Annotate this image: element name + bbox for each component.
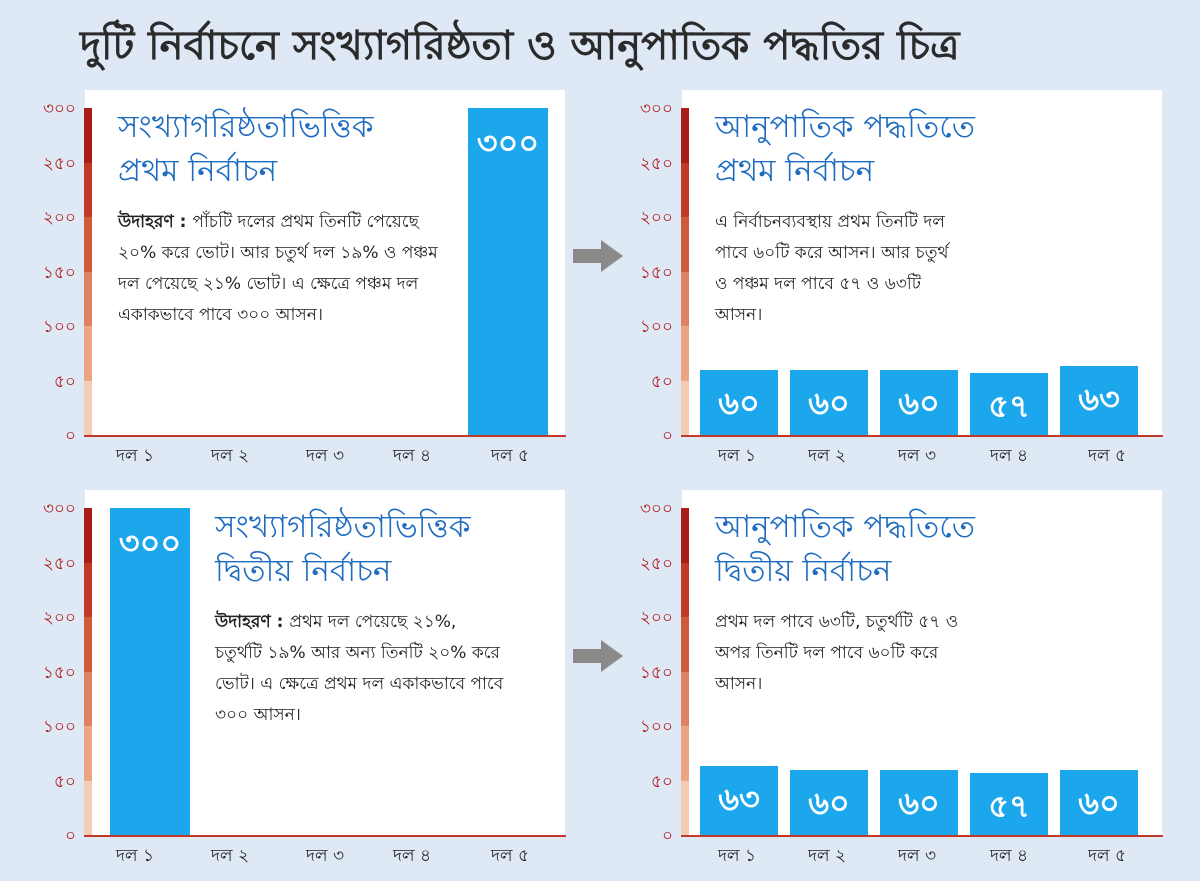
x-tick-label: দল ৩ xyxy=(897,446,937,466)
bar-value-label: ৬০ xyxy=(808,383,850,422)
description-text: প্রথম দল পেয়েছে ২১%, চতুর্থটি ১৯% আর অন্য তিনটি ২০% করে ভোট। এ ক্ষেত্রে প্রথম দল একাকভাবে পাবে ৩০০ আসন। xyxy=(215,612,504,725)
x-axis-line xyxy=(681,835,1163,837)
y-axis-scale-segment xyxy=(84,272,92,327)
page-title: দুটি নির্বাচনে সংখ্যাগরিষ্ঠতা ও আনুপাতিক পদ্ধতির চিত্র xyxy=(80,23,960,69)
y-tick-label: ১০০ xyxy=(42,317,76,337)
x-tick-label: দল ২ xyxy=(807,446,847,466)
x-tick-label: দল ৩ xyxy=(305,846,345,866)
y-tick-label: ৫০ xyxy=(650,771,673,792)
y-tick-label: ১৫০ xyxy=(42,262,76,283)
y-axis-scale-segment xyxy=(681,617,689,672)
x-tick-label: দল ৪ xyxy=(392,846,432,866)
y-axis-scale-segment xyxy=(84,781,92,836)
y-tick-label: ৫০ xyxy=(53,771,76,792)
y-axis-scale-segment xyxy=(681,508,689,563)
y-tick-label: ২৫০ xyxy=(639,553,673,574)
y-axis-scale-segment xyxy=(84,163,92,218)
right-arrow-icon xyxy=(573,240,623,272)
bar-value-label: ৬৩ xyxy=(1078,380,1120,419)
x-tick-label: দল ১ xyxy=(115,446,155,466)
chart-title-line: দ্বিতীয় নির্বাচন xyxy=(215,553,392,589)
y-axis-scale-segment xyxy=(681,563,689,618)
y-tick-label: ২০০ xyxy=(42,208,76,228)
chart-title-line: প্রথম নির্বাচন xyxy=(715,153,875,189)
bar-value-label: ৫৭ xyxy=(988,786,1030,825)
right-arrow-icon xyxy=(573,640,623,672)
bar-value-label: ৫৭ xyxy=(988,386,1030,425)
x-tick-label: দল ১ xyxy=(115,846,155,866)
y-tick-label: ২৫০ xyxy=(42,553,76,574)
bar-value-label: ৬০ xyxy=(808,783,850,822)
chart-title-line: প্রথম নির্বাচন xyxy=(118,153,278,189)
description-text: পাঁচটি দলের প্রথম তিনটি পেয়েছে ২০% করে ভোট। আর চতুর্থ দল ১৯% ও পঞ্চম দল পেয়েছে ২১% ভোট। এ ক্ষেত্রে পঞ্চম দল একাকভাবে পাবে ৩০০ আসন। xyxy=(118,212,438,325)
chart-title-line: দ্বিতীয় নির্বাচন xyxy=(715,553,892,589)
y-axis-scale-segment xyxy=(84,563,92,618)
chart-title-line: আনুপাতিক পদ্ধতিতে xyxy=(715,109,975,145)
y-tick-label: ০ xyxy=(661,826,673,846)
bar-value-label: ৬০ xyxy=(718,383,760,422)
bar-value-label: ৬০ xyxy=(1078,783,1120,822)
x-tick-label: দল ৪ xyxy=(392,446,432,466)
chart-description xyxy=(715,607,965,700)
y-axis-scale-segment xyxy=(681,217,689,272)
y-tick-label: ১০০ xyxy=(639,717,673,737)
y-axis-scale-segment xyxy=(84,508,92,563)
y-axis-scale-segment xyxy=(681,726,689,781)
bar-value-label: ৩০০ xyxy=(118,524,182,562)
x-tick-label: দল ৪ xyxy=(989,446,1029,466)
y-tick-label: ২০০ xyxy=(639,608,673,628)
y-tick-label: ২৫০ xyxy=(42,153,76,174)
y-axis-scale-segment xyxy=(681,272,689,327)
y-axis-scale-segment xyxy=(681,163,689,218)
example-label: উদাহরণ : xyxy=(118,212,193,232)
y-tick-label: ৩০০ xyxy=(639,499,673,519)
example-label: উদাহরণ : xyxy=(215,612,290,632)
chart-panel-4 xyxy=(597,400,1197,881)
x-tick-label: দল ৫ xyxy=(490,446,530,466)
y-tick-label: ২০০ xyxy=(42,608,76,628)
y-axis-scale-segment xyxy=(681,672,689,727)
chart-title-line: আনুপাতিক পদ্ধতিতে xyxy=(715,509,975,545)
y-tick-label: ১৫০ xyxy=(42,662,76,683)
chart-description xyxy=(215,607,505,731)
x-tick-label: দল ২ xyxy=(210,846,250,866)
y-tick-label: ৫০ xyxy=(53,371,76,392)
x-tick-label: দল ৪ xyxy=(989,846,1029,866)
chart-title xyxy=(118,105,374,193)
x-tick-label: দল ৩ xyxy=(305,446,345,466)
description-text: এ নির্বাচনব্যবস্থায় প্রথম তিনটি দল পাবে ৬০টি করে আসন। আর চতুর্থ ও পঞ্চম দল পাবে ৫৭ ও ৬৩টি আসন। xyxy=(715,212,949,325)
y-tick-label: ৫০ xyxy=(650,371,673,392)
y-axis-scale-segment xyxy=(681,108,689,163)
y-axis-scale-segment xyxy=(681,326,689,381)
y-tick-label: ১০০ xyxy=(639,317,673,337)
y-tick-label: ৩০০ xyxy=(42,99,76,119)
y-tick-label: ১০০ xyxy=(42,717,76,737)
y-tick-label: ০ xyxy=(661,426,673,446)
bar-value-label: ৬৩ xyxy=(718,780,760,819)
chart-panel-3 xyxy=(0,400,600,881)
x-tick-label: দল ৫ xyxy=(1087,446,1127,466)
x-tick-label: দল ১ xyxy=(717,846,757,866)
y-tick-label: ৩০০ xyxy=(42,499,76,519)
y-axis-scale-segment xyxy=(84,617,92,672)
y-tick-label: ৩০০ xyxy=(639,99,673,119)
y-tick-label: ০ xyxy=(64,426,76,446)
chart-title xyxy=(715,505,975,593)
chart-description xyxy=(715,207,965,331)
y-axis-scale-segment xyxy=(681,781,689,836)
chart-title xyxy=(715,105,975,193)
chart-description xyxy=(118,207,438,331)
x-tick-label: দল ২ xyxy=(210,446,250,466)
chart-title xyxy=(215,505,471,593)
x-tick-label: দল ৫ xyxy=(1087,846,1127,866)
bar-value-label: ৩০০ xyxy=(476,124,540,162)
chart-title-line: সংখ্যাগরিষ্ঠতাভিত্তিক xyxy=(215,509,471,545)
x-axis-line xyxy=(84,835,566,837)
x-tick-label: দল ২ xyxy=(807,846,847,866)
y-tick-label: ১৫০ xyxy=(639,662,673,683)
y-axis-scale-segment xyxy=(84,326,92,381)
x-tick-label: দল ৫ xyxy=(490,846,530,866)
y-axis-scale-segment xyxy=(84,672,92,727)
x-tick-label: দল ৩ xyxy=(897,846,937,866)
bar-value-label: ৬০ xyxy=(898,783,940,822)
x-tick-label: দল ১ xyxy=(717,446,757,466)
chart-title-line: সংখ্যাগরিষ্ঠতাভিত্তিক xyxy=(118,109,374,145)
y-axis-scale-segment xyxy=(84,108,92,163)
y-tick-label: ২৫০ xyxy=(639,153,673,174)
y-tick-label: ১৫০ xyxy=(639,262,673,283)
y-axis-scale-segment xyxy=(84,726,92,781)
y-tick-label: ০ xyxy=(64,826,76,846)
y-tick-label: ২০০ xyxy=(639,208,673,228)
description-text: প্রথম দল পাবে ৬৩টি, চতুর্থটি ৫৭ ও অপর তিনটি দল পাবে ৬০টি করে আসন। xyxy=(715,612,959,694)
y-axis-scale-segment xyxy=(84,217,92,272)
bar-value-label: ৬০ xyxy=(898,383,940,422)
